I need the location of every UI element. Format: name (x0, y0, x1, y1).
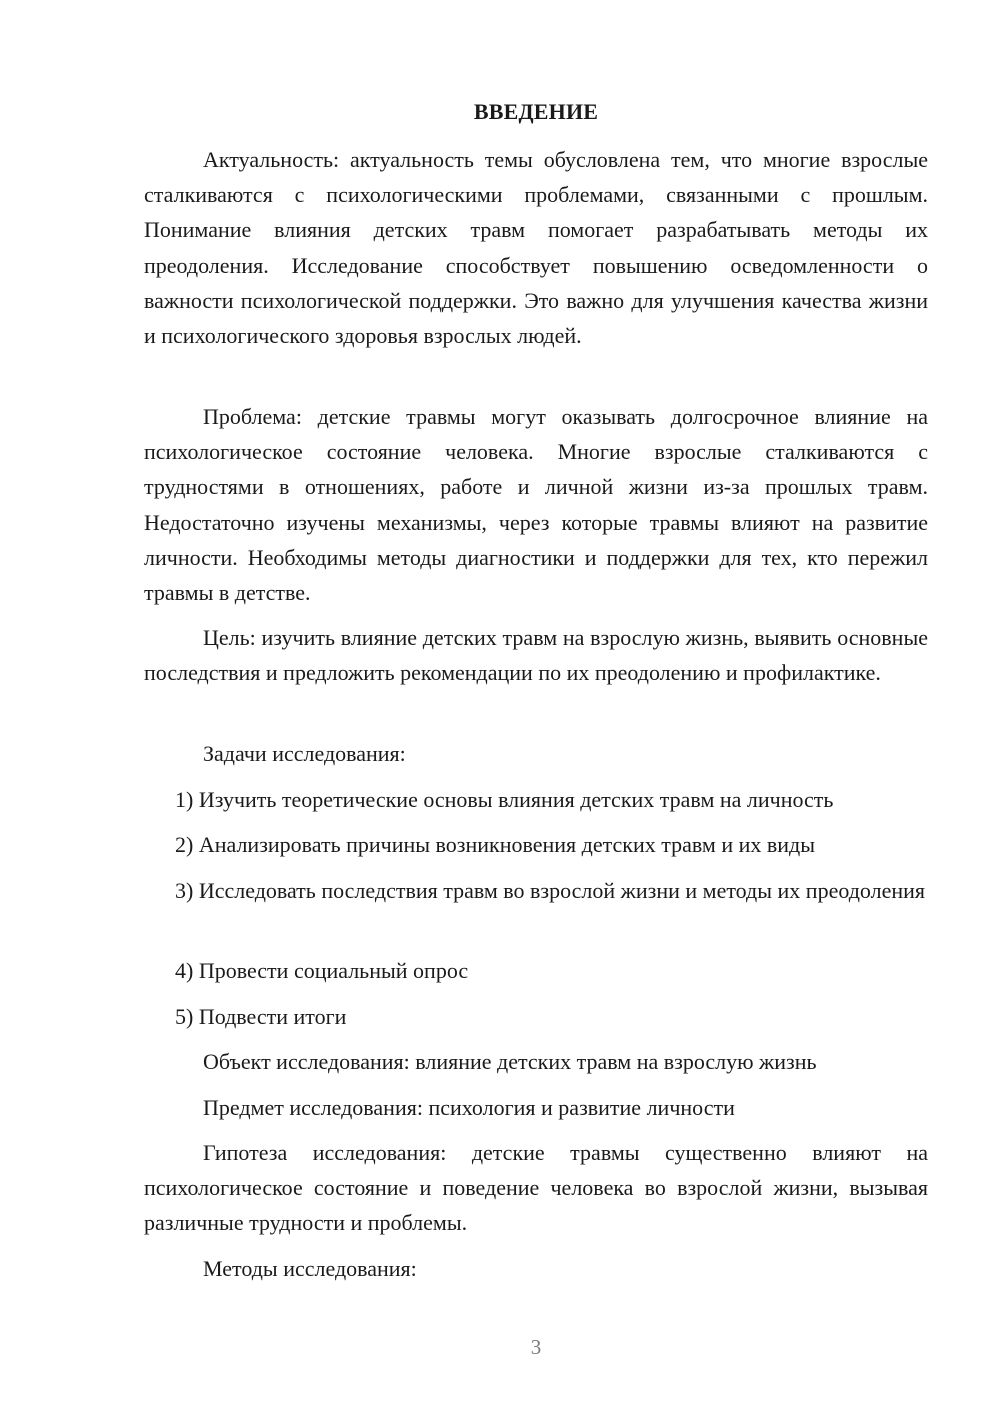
subject-paragraph: Предмет исследования: психология и развитие личности (203, 1095, 735, 1120)
problem-paragraph: Проблема: детские травмы могут оказывать долгосрочное влияние на психологическое состояние человека. Многие взрослые сталкиваются с трудностями в отношениях, работе и личной жизни из-за прошлых травм. Недостаточно изучены механизмы, через которые травмы влияют на развитие личности. Необходимы методы диагностики и поддержки для тех, кто пережил травмы в детстве. (144, 404, 928, 606)
task-item-5: 5) Подвести итоги (175, 1004, 347, 1029)
tasks-heading: Задачи исследования: (203, 741, 406, 766)
methods-heading: Методы исследования: (203, 1256, 417, 1281)
object-paragraph: Объект исследования: влияние детских травм на взрослую жизнь (203, 1049, 817, 1074)
relevance-paragraph: Актуальность: актуальность темы обусловлена тем, что многие взрослые сталкиваются с психологическими проблемами, связанными с прошлым. Понимание влияния детских травм помогает разрабатывать методы их преодоления. Исследование способствует повышению осведомленности о важности психологической поддержки. Это важно для улучшения качества жизни и психологического здоровья взрослых людей. (144, 147, 928, 349)
task-item-2: 2) Анализировать причины возникновения детских травм и их виды (175, 832, 815, 857)
task-item-3: 3) Исследовать последствия травм во взрослой жизни и методы их преодоления (175, 878, 926, 903)
goal-paragraph: Цель: изучить влияние детских травм на взрослую жизнь, выявить основные последствия и предложить рекомендации по их преодолению и профилактике. (144, 625, 928, 686)
hypothesis-paragraph: Гипотеза исследования: детские травмы существенно влияют на психологическое состояние и поведение человека во взрослой жизни, вызывая различные трудности и проблемы. (144, 1140, 928, 1236)
task-item-4: 4) Провести социальный опрос (175, 958, 469, 983)
task-item-1: 1) Изучить теоретические основы влияния детских травм на личность (175, 787, 834, 812)
page-title: ВВЕДЕНИЕ (473, 99, 599, 124)
page-number: 3 (530, 1335, 542, 1359)
